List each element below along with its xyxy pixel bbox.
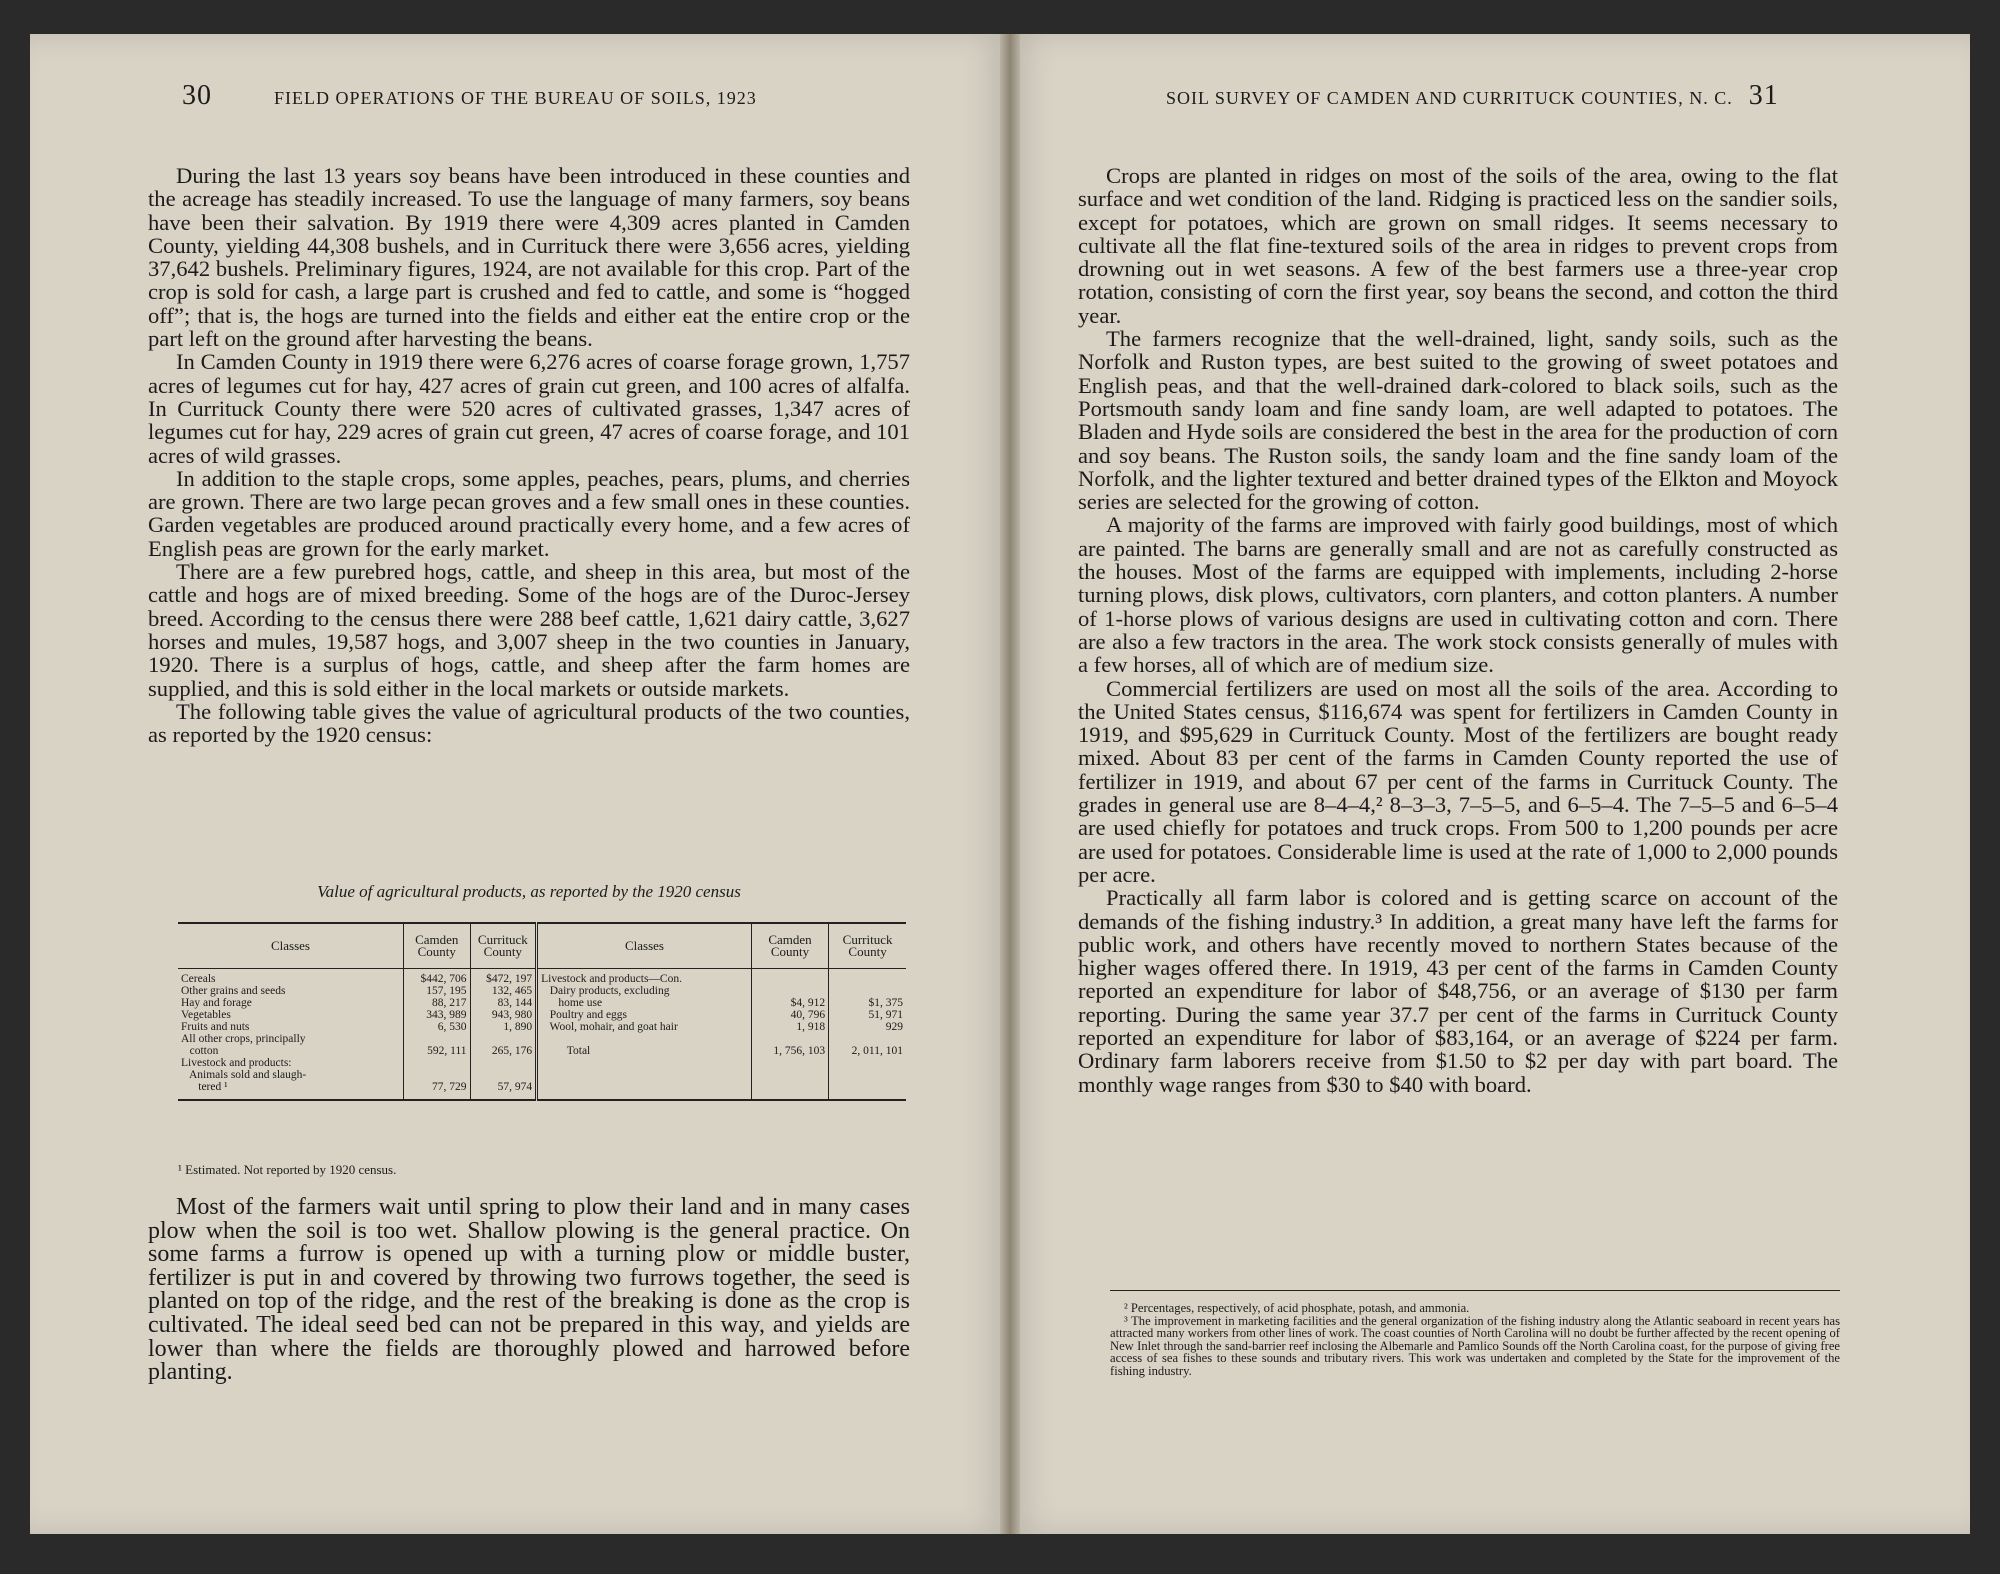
left-closing-paragraph-block [148, 1196, 910, 1385]
paragraph: The farmers recognize that the well-drained, light, sandy soils, such as the Norfolk and Ruston types, are best suited to the growing of sweet potatoes and English peas, and that the well-drained dark-colored to black soils, such as the Portsmouth sandy loam and fine sandy loam, are well adapted to potatoes. The Bladen and Hyde soils are considered the best in the area for the production of corn and soy beans. The Ruston soils, the sandy loam and the fine sandy loam of the Norfolk, and the lighter textured and better drained types of the Elkton and Moyock series are selected for the growing of cotton. [1078, 326, 1838, 515]
book-spine [1000, 34, 1020, 1534]
paragraph: Most of the farmers wait until spring to plow their land and in many cases plow when the soil is too wet. Shallow plowing is the general practice. On some farms a furrow is opened up with a turning plow or middle buster, fertilizer is put in and covered by throwing two furrows together, the seed is planted on top of the ridge, and the rest of the breaking is done as the crop is cultivated. The ideal seed bed can not be prepared in this way, and yields are lower than where the fields are thoroughly plowed and harrowed before planting. [148, 1194, 910, 1386]
col-header-camden: Camden County [751, 923, 828, 969]
col-header-currituck: Currituck County [829, 923, 906, 969]
paragraph: During the last 13 years soy beans have been introduced in these counties and the acreage has steadily increased. To use the language of many farmers, soy beans have been their salvation. By 1919 there were 4,309 acres planted in Camden County, yielding 44,308 bushels, and in Currituck there were 3,656 acres, yielding 37,642 bushels. Preliminary figures, 1924, are not available for this crop. Part of the crop is sold for cash, a large part is crushed and fed to cattle, and some is “hogged off”; that is, the hogs are turned into the fields and either eat the entire crop or the part left on the ground after harvesting the beans. [148, 163, 910, 352]
footnote-rule [1110, 1290, 1840, 1291]
left-head-title: FIELD OPERATIONS OF THE BUREAU OF SOILS, 1923 [274, 88, 757, 108]
right-running-head [1166, 80, 1795, 112]
table-footnote: ¹ Estimated. Not reported by 1920 census. [178, 1162, 397, 1177]
footnote: ² Percentages, respectively, of acid phosphate, potash, and ammonia. [1124, 1301, 1470, 1315]
right-currituck-cell: $1, 375 51, 971 929 2, 011, 101 [829, 969, 906, 1101]
table-header-row [178, 923, 906, 969]
left-currituck-cell: $472, 197 132, 465 83, 144 943, 980 1, 890 265, 176 57, 974 [470, 969, 537, 1101]
right-body-text [1078, 164, 1838, 1096]
left-classes-cell: Cereals Other grains and seeds Hay and forage Vegetables Fruits and nuts All other crops, principally cotton Livestock and products: Animals sold and slaugh- tered ¹ [181, 973, 307, 1093]
paragraph: In addition to the staple crops, some apples, peaches, pears, plums, and cherries are grown. There are two large pecan groves and a few small ones in these counties. Garden vegetables are produced around practically every home, and a few acres of English peas are grown for the early market. [148, 465, 910, 561]
right-camden-cell: $4, 912 40, 796 1, 918 1, 756, 103 [751, 969, 828, 1101]
footnote: ³ The improvement in marketing facilities and the general organization of the fishing industry along the Atlantic seaboard in recent years has attracted many workers from other lines of work. The coast counties of North Carolina will no doubt be further affected by the recent opening of New Inlet through the sand-barrier reef inclosing the Albemarle and Pamlico Sounds off the North Carolina coast, for the purpose of giving free access of sea fishes to these sounds and tributary rivers. This work was undertaken and completed by the State for the improvement of the fishing industry. [1110, 1313, 1840, 1378]
left-running-head [182, 80, 757, 112]
paragraph: Commercial fertilizers are used on most all the soils of the area. According to the United States census, $116,674 was spent for fertilizers in Camden County in 1919, and $95,629 in Currituck County. Most of the fertilizers are bought ready mixed. About 83 per cent of the farms in Camden County reported the use of fertilizer in 1919, and about 67 per cent of the farms in Currituck County. The grades in general use are 8–4–4,² 8–3–3, 7–5–5, and 6–5–4. The 7–5–5 and 6–5–4 are used chiefly for potatoes and truck crops. From 500 to 1,200 pounds per acre are used for potatoes. Considerable lime is used at the rate of 1,000 to 2,000 pounds per acre. [1078, 675, 1838, 887]
table-row [178, 969, 906, 1101]
col-header-classes: Classes [178, 923, 403, 969]
col-header-currituck: Currituck County [470, 923, 537, 969]
right-page-number: 31 [1748, 80, 1779, 111]
paragraph: A majority of the farms are improved with fairly good buildings, most of which are painted. The barns are generally small and are not as carefully constructed as the houses. Most of the farms are equipped with implements, including 2-horse turning plows, disk plows, cultivators, corn planters, and cotton planters. A number of 1-horse plows of various designs are used in cultivating cotton and corn. There are also a few tractors in the area. The work stock consists generally of mules with a few horses, all of which are of medium size. [1078, 512, 1838, 678]
col-header-camden: Camden County [403, 923, 470, 969]
paragraph: The following table gives the value of agricultural products of the two counties, as reported by the 1920 census: [148, 698, 910, 748]
left-page-number: 30 [182, 80, 212, 111]
paragraph: Crops are planted in ridges on most of the soils of the area, owing to the flat surface and wet condition of the land. Ridging is practiced less on the sandier soils, except for potatoes, which are grown on small ridges. It seems necessary to cultivate all the flat fine-textured soils of the area in ridges to prevent crops from drowning out in wet seasons. A few of the best farmers use a three-year crop rotation, consisting of corn the first year, soy beans the second, and cotton the third year. [1078, 163, 1838, 328]
agricultural-products-table [178, 922, 906, 1101]
table-caption: Value of agricultural products, as reported by the 1920 census [317, 882, 741, 901]
left-camden-cell: $442, 706 157, 195 88, 217 343, 989 6, 530 592, 111 77, 729 [403, 969, 470, 1101]
col-header-classes: Classes [537, 923, 752, 969]
paragraph: Practically all farm labor is colored and is getting scarce on account of the demands of the fishing industry.³ In addition, a great many have left the farms for public work, and others have recently moved to northern States because of the higher wages offered there. In 1919, 43 per cent of the farms in Camden County reported an expenditure for labor of $48,756, or an average of $130 per farm reporting. During the same year 37.7 per cent of the farms in Currituck County reported an expenditure for labor of $83,164, or an average of $224 per farm. Ordinary farm laborers receive from $1.50 to $2 per day with part board. The monthly wage ranges from $30 to $40 with board. [1078, 885, 1838, 1097]
right-footnotes [1110, 1302, 1840, 1378]
right-head-title: SOIL SURVEY OF CAMDEN AND CURRITUCK COUNTIES, N. C. [1166, 88, 1733, 108]
paragraph: There are a few purebred hogs, cattle, and sheep in this area, but most of the cattle and hogs are of mixed breeding. Some of the hogs are of the Duroc-Jersey breed. According to the census there were 288 beef cattle, 1,621 dairy cattle, 3,627 horses and mules, 19,587 hogs, and 3,007 sheep in the two counties in January, 1920. There is a surplus of hogs, cattle, and sheep after the farm homes are supplied, and this is sold either in the local markets or outside markets. [148, 559, 910, 701]
paragraph: In Camden County in 1919 there were 6,276 acres of coarse forage grown, 1,757 acres of legumes cut for hay, 427 acres of grain cut green, and 100 acres of alfalfa. In Currituck County there were 520 acres of cultivated grasses, 1,347 acres of legumes cut for hay, 229 acres of grain cut green, 47 acres of coarse forage, and 101 acres of wild grasses. [148, 349, 910, 468]
left-body-text [148, 164, 910, 746]
right-classes-cell: Livestock and products—Con. Dairy products, excluding home use Poultry and eggs Wool, mohair, and goat hair Total [537, 969, 752, 1101]
